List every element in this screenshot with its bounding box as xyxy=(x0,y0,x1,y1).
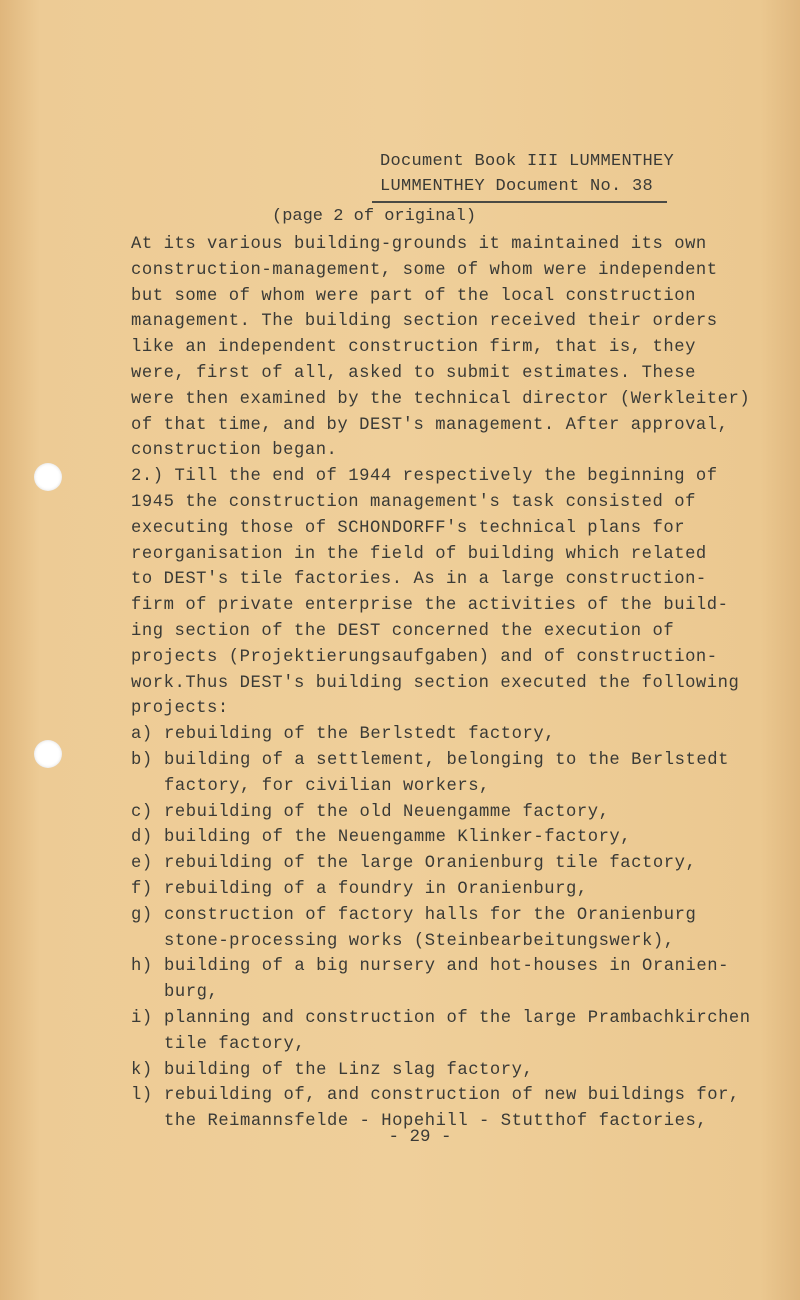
text-line: At its various building-grounds it maintained its own xyxy=(131,235,707,254)
list-item-label: l) xyxy=(131,1086,153,1106)
list-item-text: factory, for civilian workers, xyxy=(164,776,490,796)
text-line: reorganisation in the field of building which related xyxy=(131,544,707,564)
list-item-text: building of the Neuengamme Klinker-factory, xyxy=(164,828,632,848)
list-item xyxy=(131,1032,771,1058)
list-item-label: c) xyxy=(131,802,153,822)
text-line: projects (Projektierungsaufgaben) and of construction- xyxy=(131,647,718,667)
list-item xyxy=(131,748,771,774)
list-item-label xyxy=(131,774,164,800)
list-item-text: rebuilding of the large Oranienburg tile factory, xyxy=(164,854,697,874)
text-line: work.Thus DEST's building section executed the following xyxy=(131,673,740,693)
list-item-text: rebuilding of the old Neuengamme factory, xyxy=(164,802,610,822)
list-item-text: rebuilding of, and construction of new buildings for, xyxy=(164,1086,740,1106)
list-item-text: building of a settlement, belonging to the Berlstedt xyxy=(164,750,729,770)
list-item-label: i) xyxy=(131,1008,153,1028)
list-item xyxy=(131,980,771,1006)
text-line: construction began. xyxy=(131,441,338,461)
list-item xyxy=(131,722,771,748)
list-item-label: e) xyxy=(131,854,153,874)
text-line: of that time, and by DEST's management. After approval, xyxy=(131,415,729,435)
list-item xyxy=(131,774,771,800)
list-item-text: building of a big nursery and hot-houses in Oranien- xyxy=(164,957,729,977)
page-of-original: (page 2 of original) xyxy=(272,207,477,226)
list-item xyxy=(131,1006,771,1032)
text-line: firm of private enterprise the activities of the build- xyxy=(131,596,729,616)
list-item-label: h) xyxy=(131,957,153,977)
list-item xyxy=(131,903,771,929)
list-item xyxy=(131,1083,771,1109)
list-item-text: stone-processing works (Steinbearbeitungswerk), xyxy=(164,931,675,951)
text-line: projects: xyxy=(131,699,229,719)
list-item-text: the Reimannsfelde - Hopehill - Stutthof factories, xyxy=(164,1112,708,1132)
list-item xyxy=(131,877,771,903)
text-line: like an independent construction firm, that is, they xyxy=(131,338,696,358)
list-item-label xyxy=(131,929,164,955)
list-item xyxy=(131,825,771,851)
header-line-2: LUMMENTHEY Document No. 38 xyxy=(380,177,654,196)
text-line: construction-management, some of whom were independent xyxy=(131,260,718,280)
list-item xyxy=(131,954,771,980)
text-line: management. The building section received their orders xyxy=(131,312,718,332)
list-item-label: d) xyxy=(131,828,153,848)
list-item-text: construction of factory halls for the Oranienburg xyxy=(164,905,697,925)
list-item xyxy=(131,800,771,826)
paragraph-1 xyxy=(131,232,771,464)
body-text xyxy=(131,232,771,1135)
list-item-text: rebuilding of the Berlstedt factory, xyxy=(164,725,556,745)
text-line: but some of whom were part of the local construction xyxy=(131,286,696,306)
list-item xyxy=(131,851,771,877)
list-item-text: building of the Linz slag factory, xyxy=(164,1060,534,1080)
text-line: to DEST's tile factories. As in a large construction- xyxy=(131,570,707,590)
text-line: were then examined by the technical director (Werkleiter) xyxy=(131,389,751,409)
punch-hole xyxy=(34,740,62,768)
text-line: executing those of SCHONDORFF's technical plans for xyxy=(131,518,686,538)
list-item-text: tile factory, xyxy=(164,1034,306,1054)
list-item-label xyxy=(131,980,164,1006)
project-list xyxy=(131,722,771,1135)
list-item-label xyxy=(131,1032,164,1058)
list-item xyxy=(131,1058,771,1084)
list-item-label: b) xyxy=(131,750,153,770)
punch-hole xyxy=(34,463,62,491)
list-item-label: g) xyxy=(131,905,153,925)
text-line: 2.) Till the end of 1944 respectively the beginning of xyxy=(131,467,718,487)
header-underline xyxy=(372,201,667,203)
list-item-text: planning and construction of the large Prambachkirchen xyxy=(164,1008,751,1028)
list-item-label: a) xyxy=(131,725,153,745)
list-item-text: burg, xyxy=(164,983,219,1003)
list-item-text: rebuilding of a foundry in Oranienburg, xyxy=(164,879,588,899)
list-item-label: f) xyxy=(131,879,153,899)
list-item-label: k) xyxy=(131,1060,153,1080)
text-line: 1945 the construction management's task consisted of xyxy=(131,492,696,512)
paragraph-2 xyxy=(131,464,771,722)
text-line: ing section of the DEST concerned the execution of xyxy=(131,621,675,641)
page-number: - 29 - xyxy=(388,1127,452,1147)
header-line-1: Document Book III LUMMENTHEY xyxy=(380,152,675,171)
list-item xyxy=(131,929,771,955)
text-line: were, first of all, asked to submit estimates. These xyxy=(131,363,696,383)
